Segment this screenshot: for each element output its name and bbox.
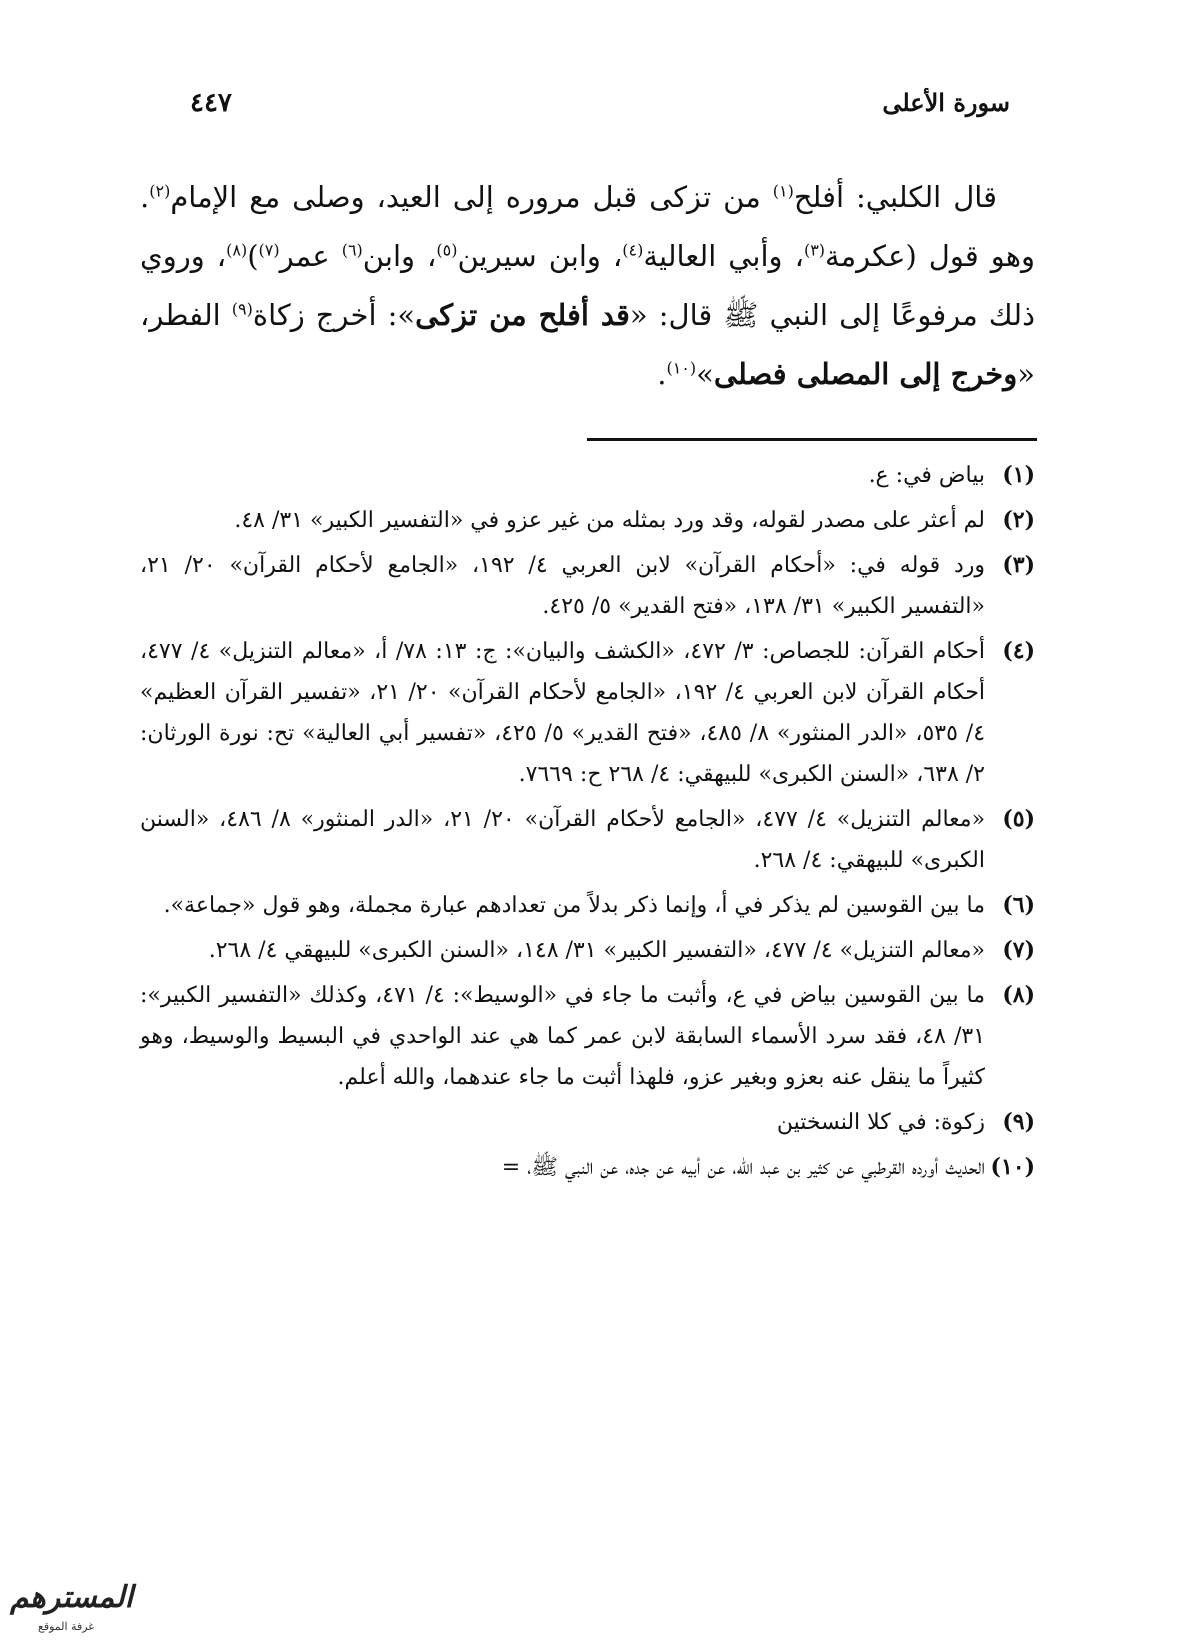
- text-segment: ): [247, 239, 259, 273]
- text-segment: »: أخرج زكاة: [252, 298, 416, 332]
- footnote-text: ما بين القوسين بياض في ع، وأثبت ما جاء في «الوسيط»: ٤/ ٤٧١، وكذلك «التفسير الكبير»: ٣١/ ٤٨، فقد سرد الأسماء السابقة لابن عمر كما هي عند الواحدي في البسيط والوسيط، وهو كثيراً ما ينقل عنه بعزو وبغير عزو، فلهذا أثبت ما جاء عندهما، والله أعلم.: [140, 983, 986, 1090]
- text-segment: ، وابن: [362, 239, 437, 273]
- text-segment: الفطر، «: [140, 298, 1035, 391]
- text-segment: . وهو قول (عكرمة: [140, 180, 1035, 273]
- footnote-text: لم أعثر على مصدر لقوله، وقد ورد بمثله من غير عزو في «التفسير الكبير» ٣١/ ٤٨.: [234, 508, 985, 533]
- footnote-number: (٩): [1002, 1109, 1035, 1135]
- footnote-number: (٤): [1002, 638, 1035, 664]
- footnote-item: [140, 631, 1035, 795]
- footnote-ref: (٤): [622, 240, 644, 260]
- footnote-text: ما بين القوسين لم يذكر في أ، وإنما ذكر بدلاً من تعدادهم عبارة مجملة، وهو قول «جماعة».: [163, 893, 985, 918]
- footnote-number: (١٠): [990, 1154, 1035, 1180]
- text-segment: ، وابن سيرين: [457, 239, 623, 273]
- footnote-item: [140, 975, 1035, 1098]
- footnote-ref: (٥): [436, 240, 458, 260]
- footnote-item: [140, 885, 1035, 926]
- footnote-number: (٦): [1002, 892, 1035, 918]
- footnote-number: (٥): [1002, 806, 1035, 832]
- footnote-ref: (٦): [341, 240, 363, 260]
- text-segment: قال الكلبي: أفلح: [793, 180, 997, 214]
- footnote-separator: [587, 438, 1037, 441]
- page-number: ٤٤٧: [190, 88, 232, 118]
- main-paragraph: [140, 168, 1035, 404]
- footnote-item: [140, 455, 1035, 496]
- quote-bold: قد أفلح من تزكى: [415, 298, 630, 332]
- footnote-text: ورد قوله في: «أحكام القرآن» لابن العربي ٤/ ١٩٢، «الجامع لأحكام القرآن» ٢٠/ ٢١، «التفسير الكبير» ٣١/ ١٣٨، «فتح القدير» ٥/ ٤٢٥.: [140, 553, 986, 619]
- footnote-item: [140, 1102, 1035, 1143]
- footnote-ref: (٧): [258, 240, 280, 260]
- logo-text: المسترهم: [10, 1580, 133, 1615]
- footnote-text: بياض في: ع.: [868, 463, 985, 488]
- page-header: [190, 88, 1010, 128]
- main-text: [140, 168, 1035, 404]
- footnote-item: [140, 799, 1035, 881]
- text-segment: من تزكى قبل مروره إلى العيد، وصلى مع الإمام: [170, 180, 773, 214]
- text-segment: .: [657, 357, 667, 391]
- footnote-number: (١): [1002, 462, 1035, 488]
- footnote-text: أحكام القرآن: للجصاص: ٣/ ٤٧٢، «الكشف والبيان»: ج: ١٣: ٧٨/ أ، «معالم التنزيل» ٤/ ٤٧٧، أحكام القرآن لابن العربي ٤/ ١٩٢، «الجامع لأحكام القرآن» ٢٠/ ٢١، «تفسير القرآن العظيم» ٤/ ٥٣٥، «الدر المنثور» ٨/ ٤٨٥، «فتح القدير» ٥/ ٤٢٥، «تفسير أبي العالية» تح: نورة الورثان: ٢/ ٦٣٨، «السنن الكبرى» للبيهقي: ٤/ ٢٦٨ ح: ٧٦٦٩.: [140, 639, 986, 787]
- watermark-logo: [10, 1580, 150, 1642]
- footnote-item: [140, 1147, 1035, 1188]
- footnote-number: (٧): [1002, 937, 1035, 963]
- footnotes: [140, 455, 1035, 1192]
- footnote-item: [140, 545, 1035, 627]
- footnote-ref: (٣): [803, 240, 826, 260]
- footnote-text: زكوة: في كلا النسختين: [776, 1110, 985, 1135]
- footnote-item: [140, 930, 1035, 971]
- footnote-number: (٨): [1002, 982, 1035, 1008]
- logo-subtext: غرفة الموقع: [38, 1620, 95, 1633]
- footnote-ref: (٨): [226, 240, 248, 260]
- footnote-number: (٢): [1002, 507, 1035, 533]
- footnote-ref: (١٠): [666, 358, 697, 378]
- text-segment: »: [696, 357, 714, 391]
- quote-bold: وخرج إلى المصلى فصلى: [713, 357, 1018, 391]
- text-segment: عمر: [279, 239, 342, 273]
- footnote-item: [140, 500, 1035, 541]
- footnote-ref: (٩): [231, 299, 253, 319]
- surah-title: سورة الأعلى: [882, 88, 1010, 117]
- text-segment: ، وأبي العالية: [643, 239, 804, 273]
- footnote-ref: (١): [772, 181, 794, 201]
- footnote-text: «معالم التنزيل» ٤/ ٤٧٧، «التفسير الكبير» ٣١/ ١٤٨، «السنن الكبرى» للبيهقي ٤/ ٢٦٨.: [208, 938, 985, 963]
- footnote-ref: (٢): [149, 181, 171, 201]
- text-segment: ، وروي ذلك مرفوعًا إلى النبي ﷺ قال: «: [140, 239, 1035, 332]
- footnote-number: (٣): [1002, 552, 1035, 578]
- footnote-text: الحديث أورده القرطبي عن كثير بن عبد الله، عن أبيه عن جده، عن النبي ﷺ، =: [501, 1155, 985, 1180]
- footnote-text: «معالم التنزيل» ٤/ ٤٧٧، «الجامع لأحكام القرآن» ٢٠/ ٢١، «الدر المنثور» ٨/ ٤٨٦، «السنن الكبرى» للبيهقي: ٤/ ٢٦٨.: [140, 807, 986, 873]
